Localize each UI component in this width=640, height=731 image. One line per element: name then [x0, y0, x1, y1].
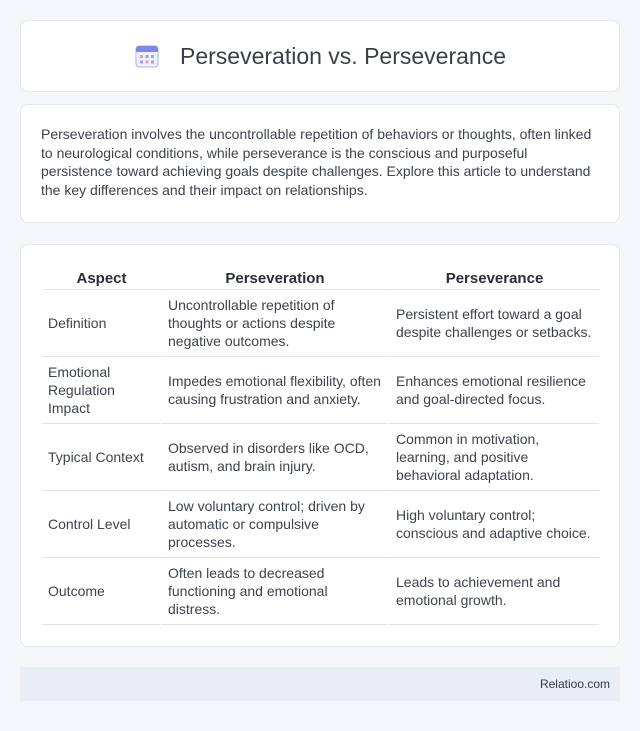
row-perseveration: Uncontrollable repetition of thoughts or actions despite negative outcomes. — [160, 290, 388, 357]
row-aspect: Emotional Regulation Impact — [43, 357, 160, 424]
header-aspect: Aspect — [43, 263, 160, 290]
table-row — [43, 290, 599, 357]
footer — [20, 667, 620, 701]
table-header-row — [43, 263, 599, 290]
footer-site-name: Relatioo.com — [539, 677, 610, 691]
title-wrap — [134, 43, 506, 70]
table-row — [43, 424, 599, 491]
table-row — [43, 558, 599, 625]
intro-paragraph: Perseveration involves the uncontrollable repetition of behaviors or thoughts, often linked to neurological conditions, while perseverance is the conscious and purposeful persistence toward achieving goals despite challenges. Explore this article to understand the key differences and their impact on relationships. — [41, 126, 592, 198]
row-perseverance: Leads to achievement and emotional growth. — [388, 558, 599, 625]
table-row — [43, 491, 599, 558]
intro-card — [20, 104, 620, 223]
header-perseveration: Perseveration — [160, 263, 388, 290]
row-perseveration: Often leads to decreased functioning and emotional distress. — [160, 558, 388, 625]
comparison-table — [43, 263, 599, 625]
row-aspect: Definition — [43, 290, 160, 357]
page-title: Perseveration vs. Perseverance — [180, 42, 506, 69]
row-perseverance: High voluntary control; conscious and adaptive choice. — [388, 491, 599, 558]
comparison-card — [20, 244, 620, 647]
row-perseverance: Common in motivation, learning, and positive behavioral adaptation. — [388, 424, 599, 491]
row-perseveration: Observed in disorders like OCD, autism, and brain injury. — [160, 424, 388, 491]
header-card — [20, 20, 620, 92]
row-aspect: Typical Context — [43, 424, 160, 491]
row-perseverance: Persistent effort toward a goal despite challenges or setbacks. — [388, 290, 599, 357]
row-aspect: Outcome — [43, 558, 160, 625]
calendar-icon — [134, 43, 160, 69]
row-perseveration: Low voluntary control; driven by automatic or compulsive processes. — [160, 491, 388, 558]
header-perseverance: Perseverance — [388, 263, 599, 290]
table-row — [43, 357, 599, 424]
row-perseverance: Enhances emotional resilience and goal-directed focus. — [388, 357, 599, 424]
row-perseveration: Impedes emotional flexibility, often causing frustration and anxiety. — [160, 357, 388, 424]
row-aspect: Control Level — [43, 491, 160, 558]
